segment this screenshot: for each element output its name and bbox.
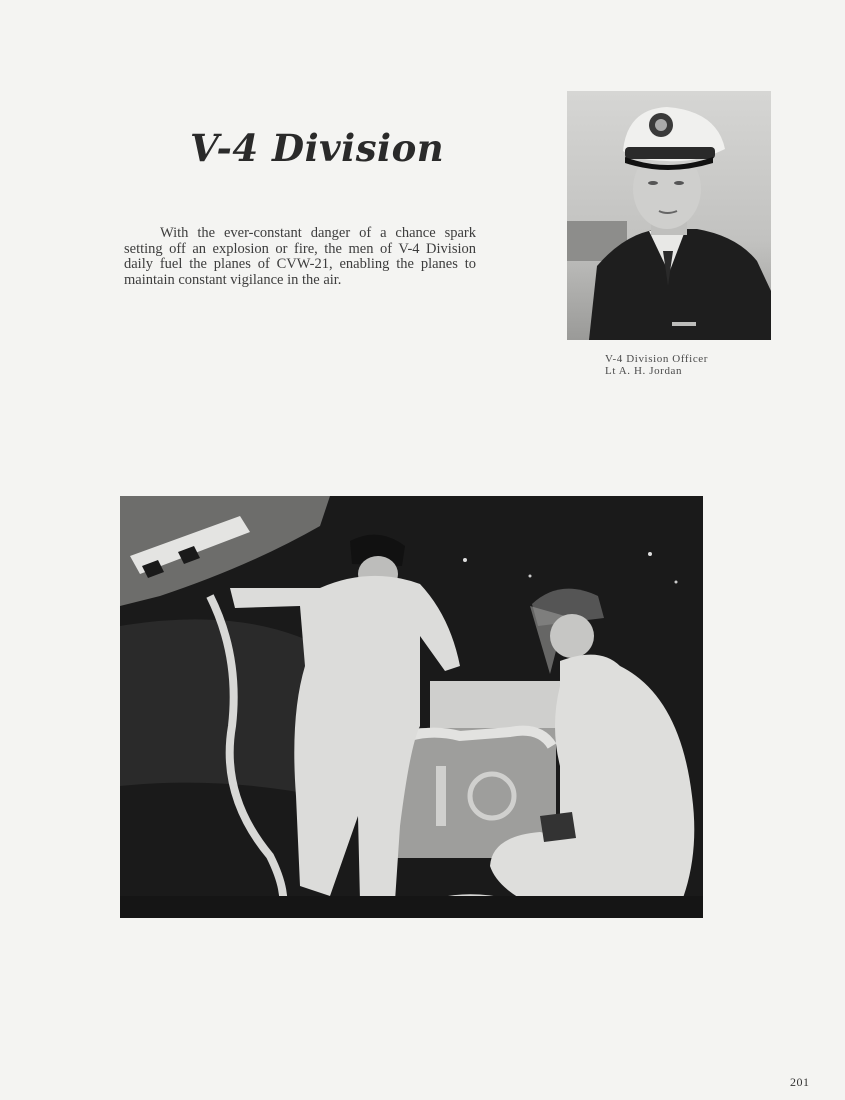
fueling-crew-photo (120, 496, 703, 918)
page-number: 201 (790, 1075, 810, 1089)
portrait-caption (605, 353, 708, 377)
page-title: V-4 Division (190, 126, 445, 170)
intro-paragraph: With the ever-constant danger of a chance spark setting off an explosion or fire, the men of V-4 Division daily fuel the planes of CVW-21, enabling the planes to maintain constant vigilance in the air. (124, 225, 476, 288)
officer-portrait-photo (567, 91, 771, 340)
caption-name: Lt A. H. Jordan (605, 365, 683, 377)
caption-title: V-4 Division Officer (605, 353, 709, 365)
